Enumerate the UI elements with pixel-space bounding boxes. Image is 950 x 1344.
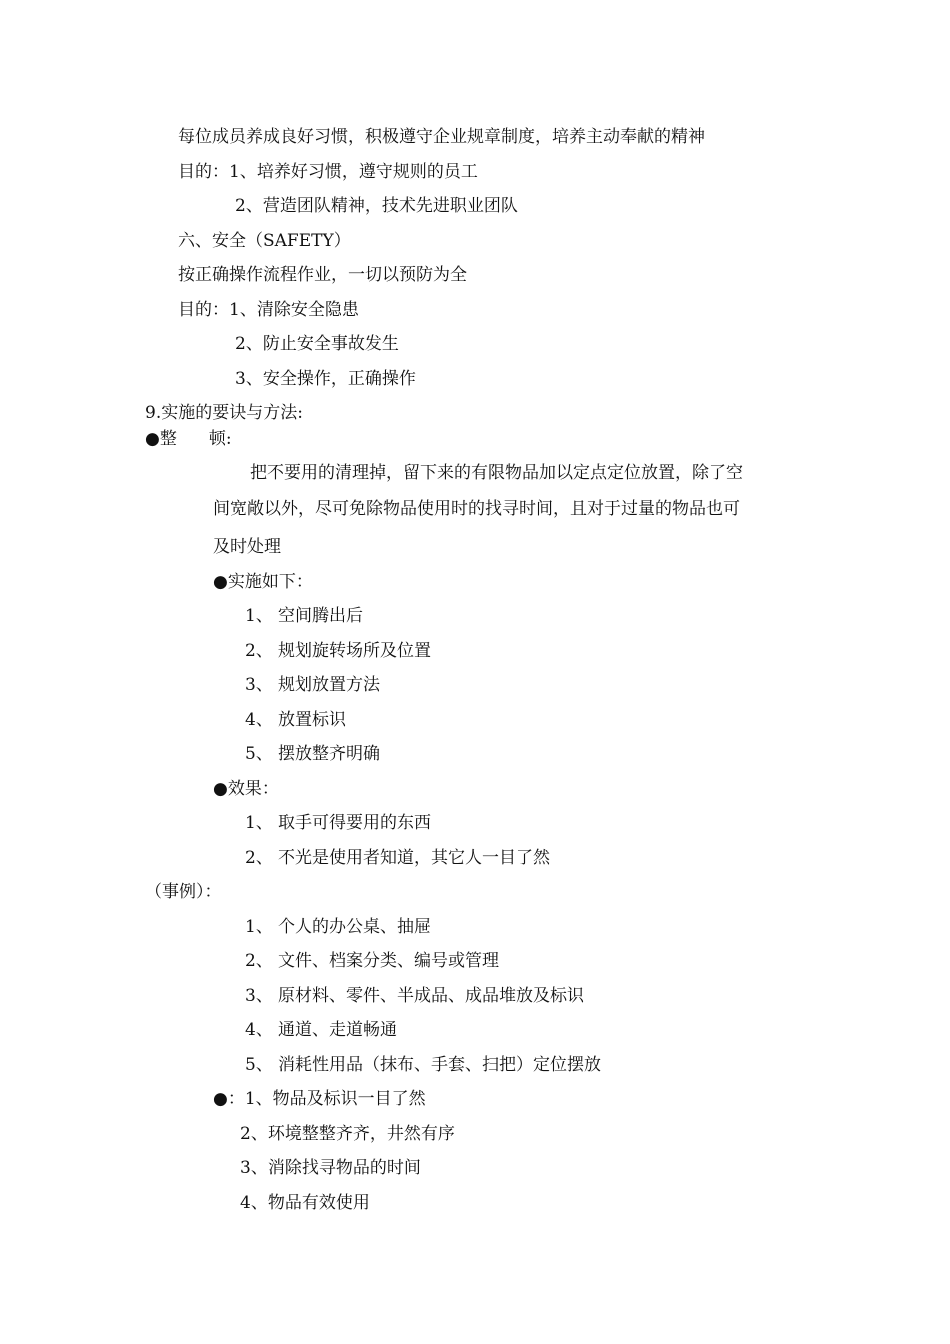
section-nine-title: 9.实施的要诀与方法: [145, 403, 303, 423]
implement-text-2: 规划旋转场所及位置 [278, 641, 431, 661]
example-num-5: 5、 [245, 1055, 273, 1075]
zhengdun-heading [145, 427, 232, 451]
effect-text-1: 取手可得要用的东西 [278, 813, 431, 833]
example-text-3: 原材料、零件、半成品、成品堆放及标识 [278, 986, 584, 1006]
example-num-1: 1、 [245, 917, 273, 937]
section-six-description: 按正确操作流程作业，一切以预防为全 [178, 265, 467, 285]
effect-num-2: 2、 [245, 848, 273, 868]
implement-text-1: 空间腾出后 [278, 606, 363, 626]
example-num-2: 2、 [245, 951, 273, 971]
implement-num-5: 5、 [245, 744, 273, 764]
implement-num-4: 4、 [245, 710, 273, 730]
section-six-purpose-1: 目的：1、清除安全隐患 [178, 300, 359, 320]
example-text-4: 通道、走道畅通 [278, 1020, 397, 1040]
implement-num-3: 3、 [245, 675, 273, 695]
section-six-purpose-3: 3、安全操作，正确操作 [235, 369, 416, 389]
intro-line-3: 及时处理 [213, 537, 281, 557]
implement-text-5: 摆放整齐明确 [278, 744, 380, 764]
result-line-3: 3、消除找寻物品的时间 [240, 1158, 421, 1178]
intro-line-2: 间宽敞以外，尽可免除物品使用时的找寻时间，且对于过量的物品也可 [213, 499, 740, 519]
section-five-description: 每位成员养成良好习惯，积极遵守企业规章制度，培养主动奉献的精神 [178, 127, 705, 147]
section-five-purpose-1: 目的：1、培养好习惯，遵守规则的员工 [178, 162, 478, 182]
section-six-purpose-2: 2、防止安全事故发生 [235, 334, 399, 354]
example-num-4: 4、 [245, 1020, 273, 1040]
bullet-icon: ● [145, 429, 160, 449]
result-line-2: 2、环境整整齐齐，井然有序 [240, 1124, 455, 1144]
example-num-3: 3、 [245, 986, 273, 1006]
result-line-4: 4、物品有效使用 [240, 1193, 370, 1213]
effect-heading: ●效果： [213, 779, 279, 799]
zhengdun-label-a: 整 [159, 429, 177, 449]
intro-line-1: 把不要用的清理掉，留下来的有限物品加以定点定位放置，除了空 [250, 463, 743, 483]
implement-text-4: 放置标识 [278, 710, 346, 730]
example-text-2: 文件、档案分类、编号或管理 [278, 951, 499, 971]
result-line-1: ●：1、物品及标识一目了然 [213, 1089, 426, 1109]
implement-num-1: 1、 [245, 606, 273, 626]
effect-text-2: 不光是使用者知道，其它人一目了然 [278, 848, 550, 868]
section-five-purpose-2: 2、营造团队精神，技术先进职业团队 [235, 196, 518, 216]
implement-heading: ●实施如下： [213, 572, 313, 592]
effect-num-1: 1、 [245, 813, 273, 833]
implement-text-3: 规划放置方法 [278, 675, 380, 695]
examples-heading: （事例）： [145, 882, 222, 902]
example-text-1: 个人的办公桌、抽屉 [278, 917, 431, 937]
example-text-5: 消耗性用品（抹布、手套、扫把）定位摆放 [278, 1055, 601, 1075]
zhengdun-label-b: 顿: [208, 429, 232, 449]
implement-num-2: 2、 [245, 641, 273, 661]
section-six-title: 六、安全（SAFETY） [178, 231, 351, 251]
